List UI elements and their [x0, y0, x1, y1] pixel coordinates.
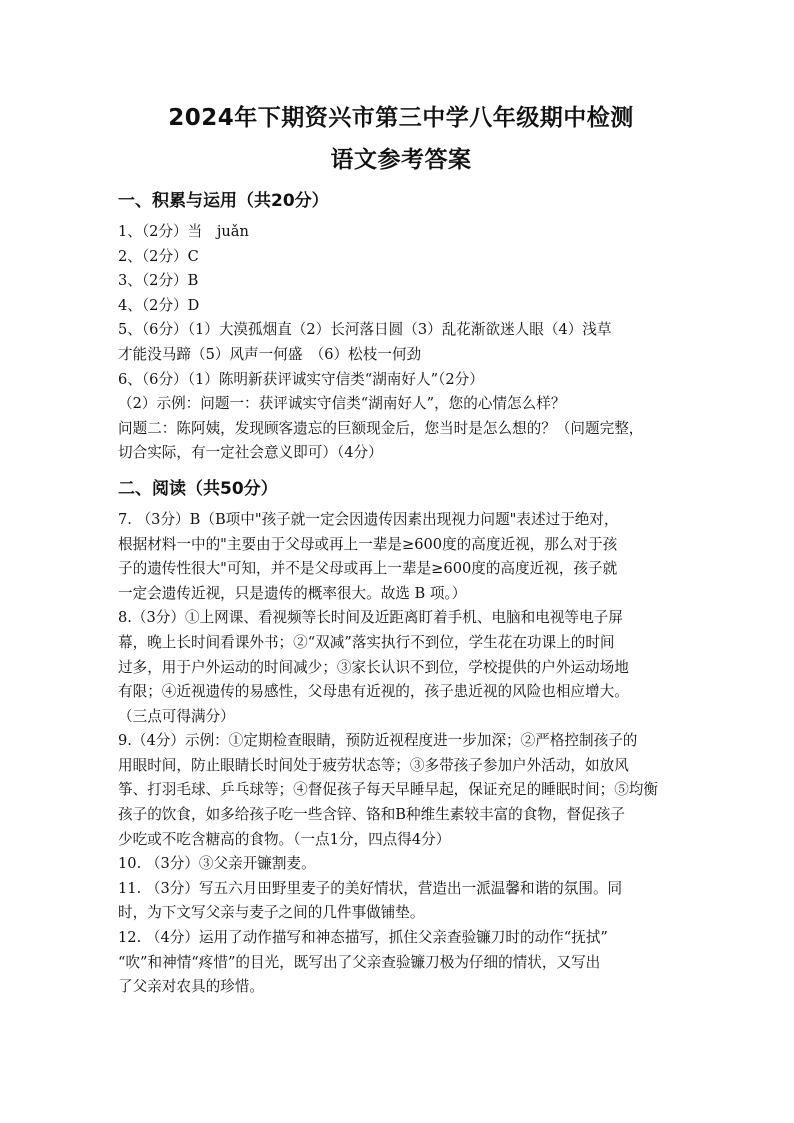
answer-line: （2）示例：问题一：获评诚实守信类“湖南好人”，您的心情怎么样？ — [118, 395, 566, 413]
answer-line: 11. （3分）写五六月田野里麦子的美好情状，营造出一派温馨和谐的氛围。同 — [118, 879, 623, 897]
answer-line: 用眼时间，防止眼睛长时间处于疲劳状态等；③多带孩子参加户外活动，如放风 — [118, 756, 629, 774]
answer-line: 子的遗传性很大"可知，并不是父母或再上一辈是≥600度的高度近视，孩子就 — [118, 560, 618, 578]
answer-line: 5、（6分）（1）大漠孤烟直（2）长河落日圆（3）乱花渐欲迷人眼（4）浅草 — [118, 321, 612, 339]
answer-line: “吹”和神情“疼惜”的目光，既写出了父亲查验镰刀极为仔细的情状，又写出 — [118, 953, 601, 971]
answer-line: 2、（2分）C — [118, 247, 199, 265]
answer-line: 12. （4分）运用了动作描写和神态描写，抓住父亲查验镰刀时的动作“抚拭” — [118, 929, 608, 947]
answer-line: 7. （3分）B（B项中"孩子就一定会因遗传因素出现视力问题"表述过于绝对， — [118, 510, 619, 528]
answer-line: 时，为下文写父亲与麦子之间的几件事做铺垫。 — [118, 904, 425, 922]
answer-line: 根据材料一中的"主要由于父母或再上一辈是≥600度的高度近视，那么对于孩 — [118, 535, 618, 553]
answer-line: 问题二：陈阿姨，发现顾客遗忘的巨额现金后，您当时是怎么想的？（问题完整， — [118, 419, 644, 437]
section-heading-reading: 二、阅读（共50分） — [118, 478, 278, 499]
answer-line: 一定会遗传近视，只是遗传的概率很大。故选 B 项。） — [118, 584, 467, 602]
document-title: 2024年下期资兴市第三中学八年级期中检测 — [168, 105, 634, 131]
answer-line: 筝、打羽毛球、乒乓球等；④督促孩子每天早睡早起，保证充足的睡眠时间；⑤均衡 — [118, 781, 658, 799]
answer-line: 6、（6分）（1）陈明新获评诚实守信类“湖南好人”（2分） — [118, 370, 484, 388]
answer-line: 孩子的饮食，如多给孩子吃一些含锌、铬和B种维生素较丰富的食物，督促孩子 — [118, 806, 625, 824]
answer-line: 10. （3分）③父亲开镰割麦。 — [118, 855, 316, 873]
answer-line: （三点可得满分） — [118, 707, 235, 725]
answer-line: 8.（3分）①上网课、看视频等长时间及近距离盯着手机、电脑和电视等电子屏 — [118, 609, 623, 627]
answer-line: 1、（2分）当 juǎn — [118, 223, 249, 240]
answer-line: 了父亲对农具的珍惜。 — [118, 978, 264, 996]
document-subtitle: 语文参考答案 — [330, 147, 472, 173]
answer-line: 过多，用于户外运动的时间减少；③家长认识不到位，学校提供的户外运动场地 — [118, 658, 629, 676]
answer-line: 幕，晚上长时间看课外书；②“双减”落实执行不到位，学生花在功课上的时间 — [118, 633, 615, 651]
answer-line: 才能没马蹄（5）风声一何盛 （6）松枝一何劲 — [118, 345, 422, 363]
answer-line: 3、（2分）B — [118, 272, 199, 290]
section-accumulation-body — [118, 220, 694, 466]
section-heading-accumulation: 一、积累与运用（共20分） — [118, 191, 329, 211]
section-reading-body — [118, 508, 694, 1000]
answer-line: 4、（2分）D — [118, 296, 200, 314]
answer-line: 少吃或不吃含糖高的食物。（一点1分，四点得4分） — [118, 830, 451, 848]
answer-line: 9.（4分）示例：①定期检查眼睛，预防近视程度进一步加深；②严格控制孩子的 — [118, 732, 638, 750]
answer-line: 切合实际，有一定社会意义即可）（4分） — [118, 444, 383, 462]
answer-line: 有限；④近视遗传的易感性，父母患有近视的，孩子患近视的风险也相应增大。 — [118, 683, 629, 701]
